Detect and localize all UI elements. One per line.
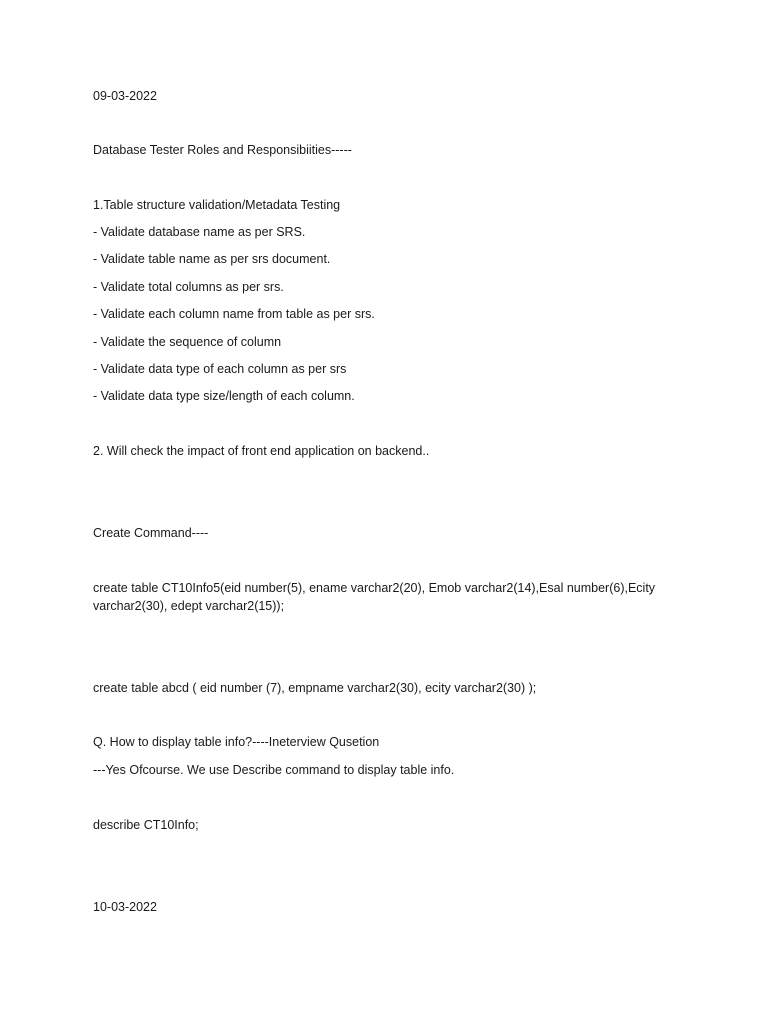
date-heading-2: 10-03-2022 xyxy=(93,900,157,914)
list-item: - Validate total columns as per srs. xyxy=(93,280,284,294)
create-command-heading: Create Command---- xyxy=(93,526,209,540)
create-statement-1: create table CT10Info5(eid number(5), ename varchar2(20), Emob varchar2(14),Esal number(6),Ecity varchar2(30), edept varchar2(15)); xyxy=(93,581,656,613)
list-item: - Validate table name as per srs document. xyxy=(93,252,331,266)
list-item: - Validate data type size/length of each column. xyxy=(93,389,355,403)
date-heading: 09-03-2022 xyxy=(93,89,157,103)
list-item: - Validate database name as per SRS. xyxy=(93,225,306,239)
interview-question: Q. How to display table info?----Ineterview Qusetion xyxy=(93,735,380,749)
describe-command: describe CT10Info; xyxy=(93,818,199,832)
list-item: - Validate each column name from table as per srs. xyxy=(93,307,375,321)
create-statement-2: create table abcd ( eid number (7), empname varchar2(30), ecity varchar2(30) ); xyxy=(93,681,537,695)
list-item: - Validate data type of each column as per srs xyxy=(93,362,347,376)
list-item: - Validate the sequence of column xyxy=(93,335,282,349)
interview-answer: ---Yes Ofcourse. We use Describe command to display table info. xyxy=(93,763,455,777)
document-title: Database Tester Roles and Responsibiities----- xyxy=(93,143,352,157)
section-2-text: 2. Will check the impact of front end application on backend.. xyxy=(93,444,430,458)
section-1-title: 1.Table structure validation/Metadata Testing xyxy=(93,198,341,212)
